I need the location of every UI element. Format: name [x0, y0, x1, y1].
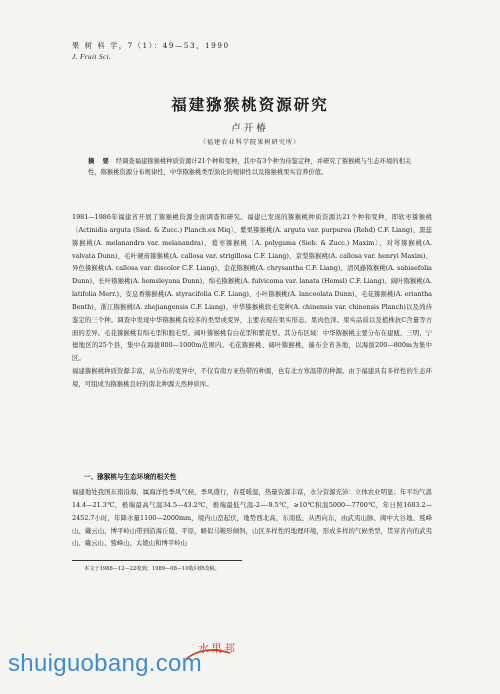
intro-paragraph: [72, 211, 432, 391]
intro-text: 1981—1986年福建省开展了猕猴桃资源全面调查和研究。福建已发现的猕猴桃种质资源共21个种和变种，即软枣猕猴桃〔Actinidia arguta (Sied. & Zucc.) Planch.ex Miq〕、紫果猕猴桃(A. arguta var. purpurea (Rehd) C.F. Liang)、黑蕊猕猴桃(A. melanandra var. melanandra)、葛枣猕猴桃〔A. polygama (Sieb. & Zucc.) Maxim〕、对萼猕猴桃(A. valvata Dunn)、毛叶硬齿猕猴桃(A. callosa var. strigillosa C.F. Liang)、京梨猕猴桃(A. callosa var. henryi Maxim)、异色猕猴桃(A. callosa var. discolor C.F. Liang)、金花猕猴桃(A. chrysantha C.F. Liang)、清风藤猕猴桃(A. sabiaefolia Dunn)、长叶猕猴桃(A. hemsleyana Dunn)、绵毛猕猴桃(A. fulvicoma var. lanata (Hemsl) C.F. Liang)、阔叶猕猴桃(A. latifolia Merr.)、安息香猕猴桃(A. styracifolia C.F. Liang)、小叶猕猴桃(A. lanceolata Dunn)、毛花猕猴桃(A. eriantha Benth)、浙江猕猴桃(A. zhejiangensis C.F. Liang)、中华猕猴桃软毛变种(A. chinensis var. chinensis Planch)以及尚待鉴定的三个种。调查中发现中华猕猴桃有较多的类型或变异，主要表现在果实形态、果肉色泽、果实品质以及植株抗C含量等方面的差异。毛花猕猴桃有绵毛型和脱毛型。阔叶猕猴桃有白花型和紫花型。其分布区域：中华猕猴桃主要分布在建瓯、三明、宁德地区的25个县，集中在海拔800—1000m范围内。毛花猕猴桃、阔叶猕猴桃，遍布全省各地，以海拔200—800m为集中区。: [72, 213, 432, 363]
section-paragraph: 福建地处我国东南沿海，属海洋性季风气候，季风盛行，春夏暖湿，热量资源丰富，水分资源充沛：立体农业明显；年平均气温14.4—21.3℃，极端最高气温34.5—43.2℃，极端最低气温-2—-9.5℃，≥10℃积温5000—7700℃，年日照1683.2—2452.7小时，年降水量1100—2000mm，境内山峦起伏，地势西北高，东南低，从西向东，由武夷山脉、闽中大谷地、鹫峰山、戴云山、博平岭山带到沿海丘陵、平原，略似马鞍形倾斜，山区多样性的地理环境，形成多样的气候类型，贯穿省内的武夷山、戴云山、鹫峰山、太姥山和博平岭山: [72, 488, 432, 548]
abstract-text: 经调查福建猕猴桃种质资源计21个种和变种，其中有3个种为待鉴定种，并研究了猕猴桃与生态环境的相关性，猕猴桃资源分布规律性，中华猕猴桃类型演化的规律性以及猕猴桃果实营养价值。: [88, 158, 412, 177]
section-heading: 一、猕猴桃与生态环境的相关性: [84, 473, 177, 481]
journal-name-en: J. Fruit Sci.: [72, 53, 112, 61]
footnote: 本文于1988—12—22收到；1989—08—10收回修改稿。: [84, 566, 220, 572]
abstract-block: [88, 156, 418, 178]
author-affiliation: （福建农业科学院果树研究所）: [199, 139, 301, 146]
author-name: 卢开椿: [231, 123, 269, 134]
abstract-label: 摘 要: [88, 158, 112, 165]
footnote-rule: [72, 560, 242, 561]
journal-citation: 果 树 科 学，7（1）：49—53，1990: [72, 41, 230, 50]
watermark-logo: shuiguobang.com: [8, 650, 202, 677]
paper-title: 福建猕猴桃资源研究: [171, 95, 329, 114]
intro-text-2: 福建猕猴桃种质资源丰富，从分布的变异中，不仅有南方亚热带的种源，也有北方寒温带的种源。由于福建具有多样性的生态环境，可组成为猕猴桃良好的南北种源天然种质库。: [72, 367, 432, 388]
watermark-logo-cn: 水果邦: [198, 642, 237, 655]
